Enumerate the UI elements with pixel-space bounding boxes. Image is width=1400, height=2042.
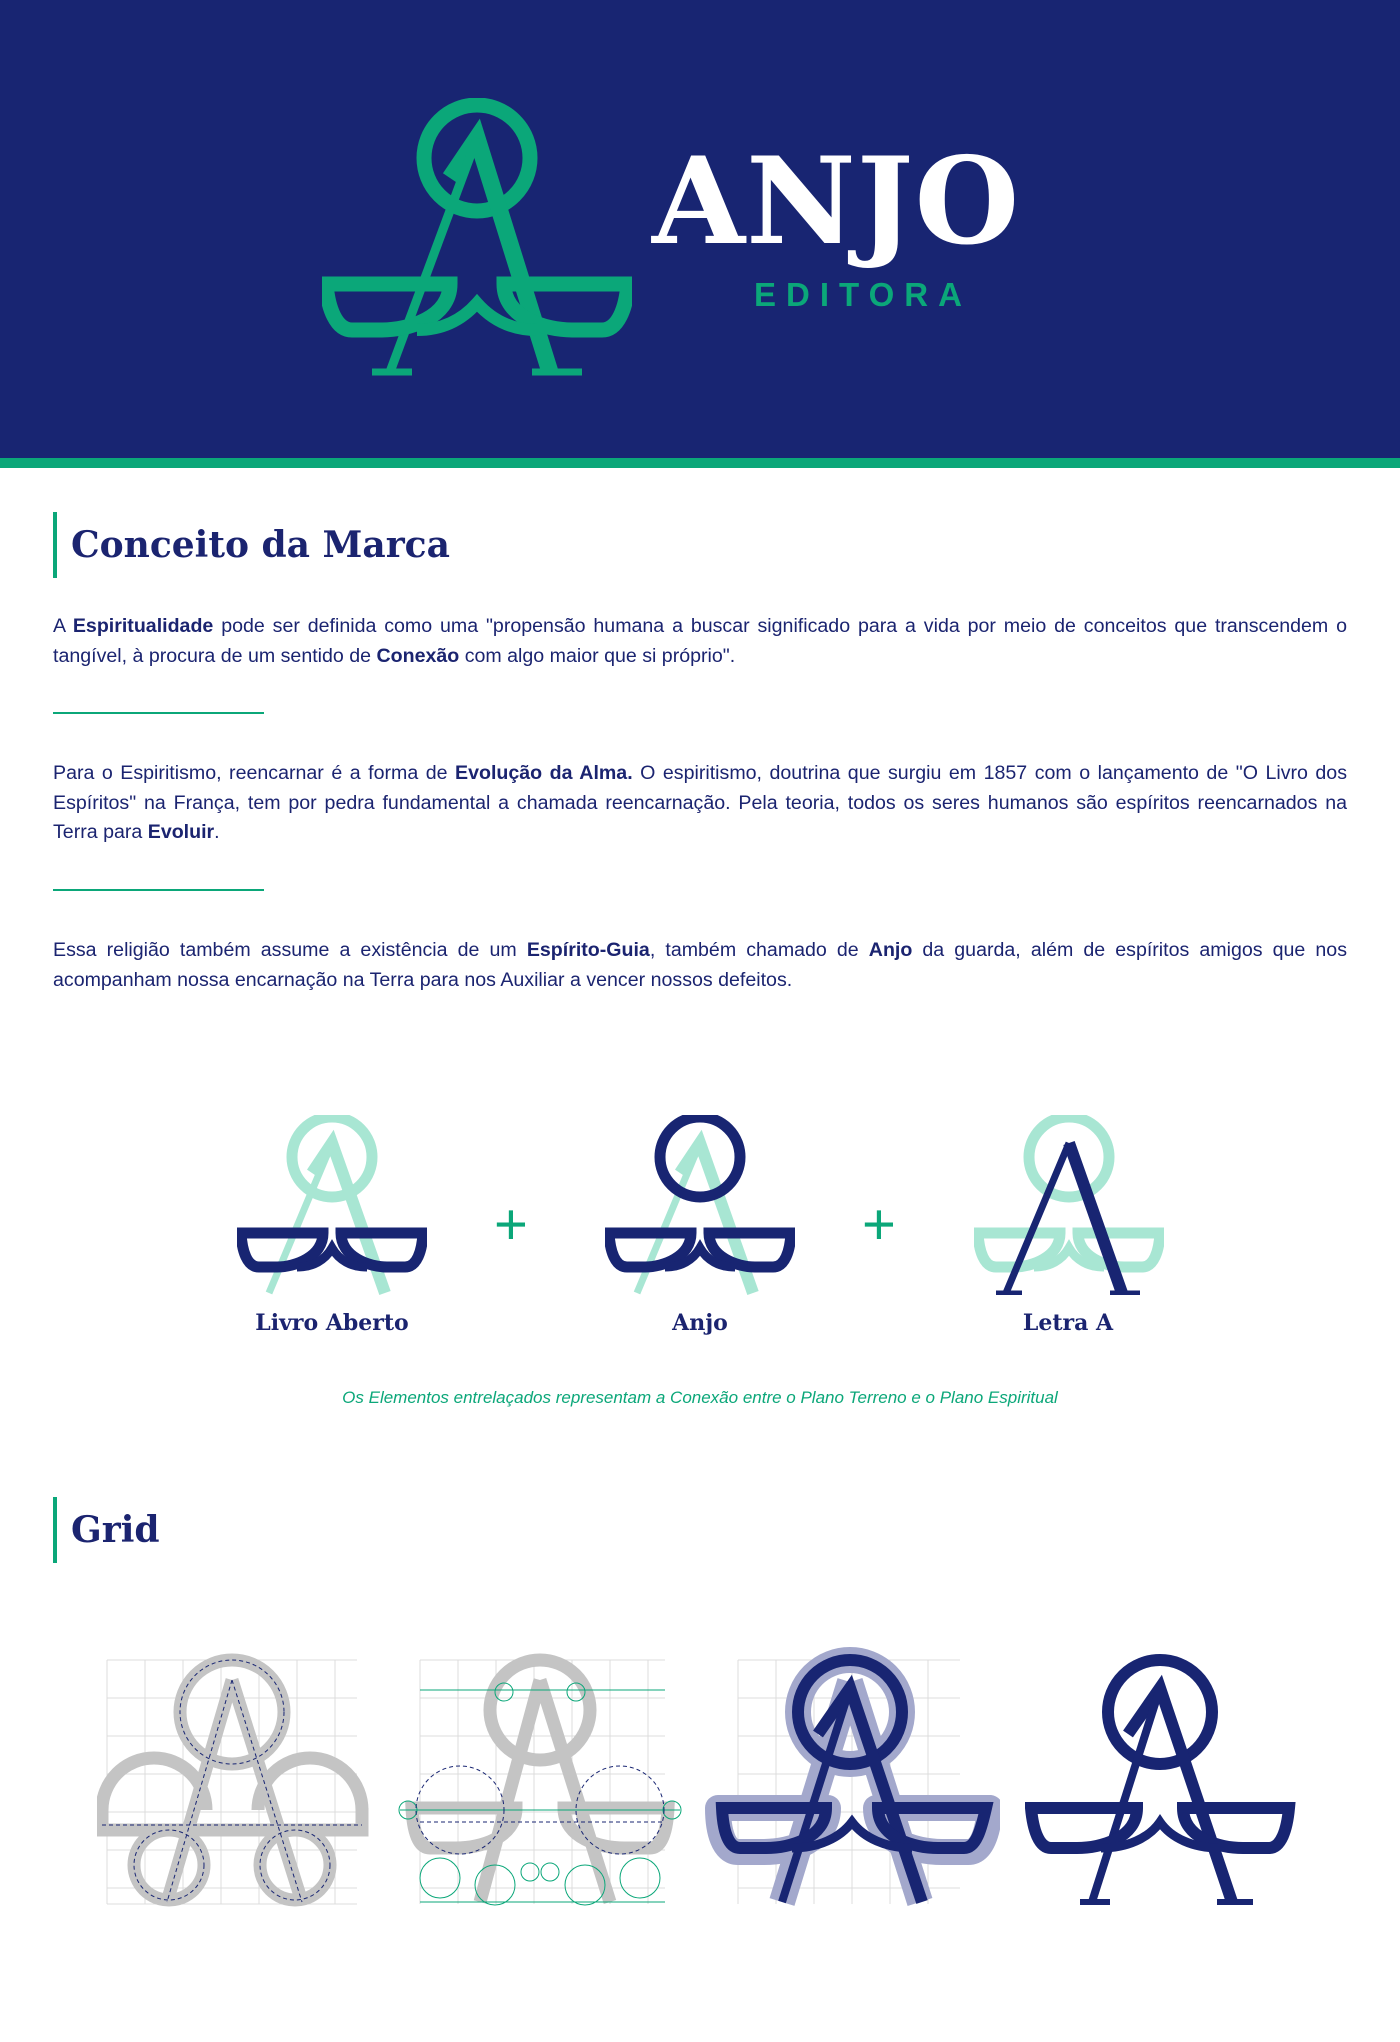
element-label-letra: Letra A — [1022, 1310, 1114, 1336]
grid-construction-guides — [390, 1640, 690, 1930]
concept-paragraph-1 — [53, 612, 1347, 671]
grid-heading-block — [53, 1497, 160, 1563]
livro-aberto-mark-icon — [237, 1115, 427, 1295]
concept-heading-block — [53, 512, 450, 578]
anjo-logo-icon — [322, 98, 632, 382]
anjo-mark-icon — [605, 1115, 795, 1295]
grid-overlay — [700, 1640, 1000, 1930]
p2-text: . — [214, 821, 220, 843]
p2-text: Para o Espiritismo, reencarnar é a forma de — [53, 762, 456, 784]
p1-bold: Conexão — [376, 644, 460, 667]
elements-caption: Os Elementos entrelaçados representam a Conexão entre o Plano Terreno e o Plano Espiritual — [342, 1388, 1058, 1407]
p1-text: A — [53, 615, 73, 637]
heading-accent-bar — [53, 512, 57, 578]
p1-text: com algo maior que si próprio". — [459, 644, 736, 667]
p2-bold: Evoluir — [147, 821, 215, 843]
plus-symbol: + — [494, 1192, 528, 1257]
p2-text: O espiritismo, doutrina que surgiu em 1857 com o lançamento de "O Livro dos Espíritos" na França, tem por pedra fundamental a chamada reencarnação. Pela teoria, todos os seres humanos são espíritos reencarnados na Terra para — [53, 762, 1348, 843]
p1-text: pode ser definida como uma "propensão humana a buscar significado para a vida por meio de conceitos que transcendem o tangível, à procura de um sentido de — [53, 615, 1347, 667]
grid-construction-circles — [97, 1640, 397, 1930]
p3-text: da guarda, além de espíritos amigos que nos acompanham nossa encarnação na Terra para nos Auxiliar a vencer nossos defeitos. — [53, 939, 1347, 991]
p1-bold: Espiritualidade — [72, 615, 214, 637]
concept-paragraph-2 — [53, 759, 1347, 848]
heading-accent-bar — [53, 1497, 57, 1563]
header-banner — [0, 0, 1400, 458]
p3-text: Essa religião também assume a existência de um — [53, 939, 527, 961]
p3-bold: Espírito-Guia — [526, 939, 650, 961]
divider-rule — [53, 889, 264, 891]
grid-heading: Grid — [71, 1509, 160, 1551]
p2-bold: Evolução da Alma. — [455, 762, 633, 784]
concept-paragraph-3 — [53, 936, 1347, 995]
letra-a-mark-icon — [974, 1115, 1164, 1295]
brand-subtitle: EDITORA — [754, 276, 972, 313]
header-accent-stripe — [0, 458, 1400, 468]
element-label-livro: Livro Aberto — [255, 1310, 409, 1336]
element-label-anjo: Anjo — [672, 1310, 728, 1336]
divider-rule — [53, 712, 264, 714]
brand-name: ANJO — [652, 131, 1021, 272]
concept-heading: Conceito da Marca — [71, 524, 450, 566]
p3-bold: Anjo — [868, 939, 913, 961]
p3-text: , também chamado de — [649, 939, 869, 961]
grid-final-mark — [1025, 1640, 1325, 1930]
plus-symbol: + — [862, 1192, 896, 1257]
